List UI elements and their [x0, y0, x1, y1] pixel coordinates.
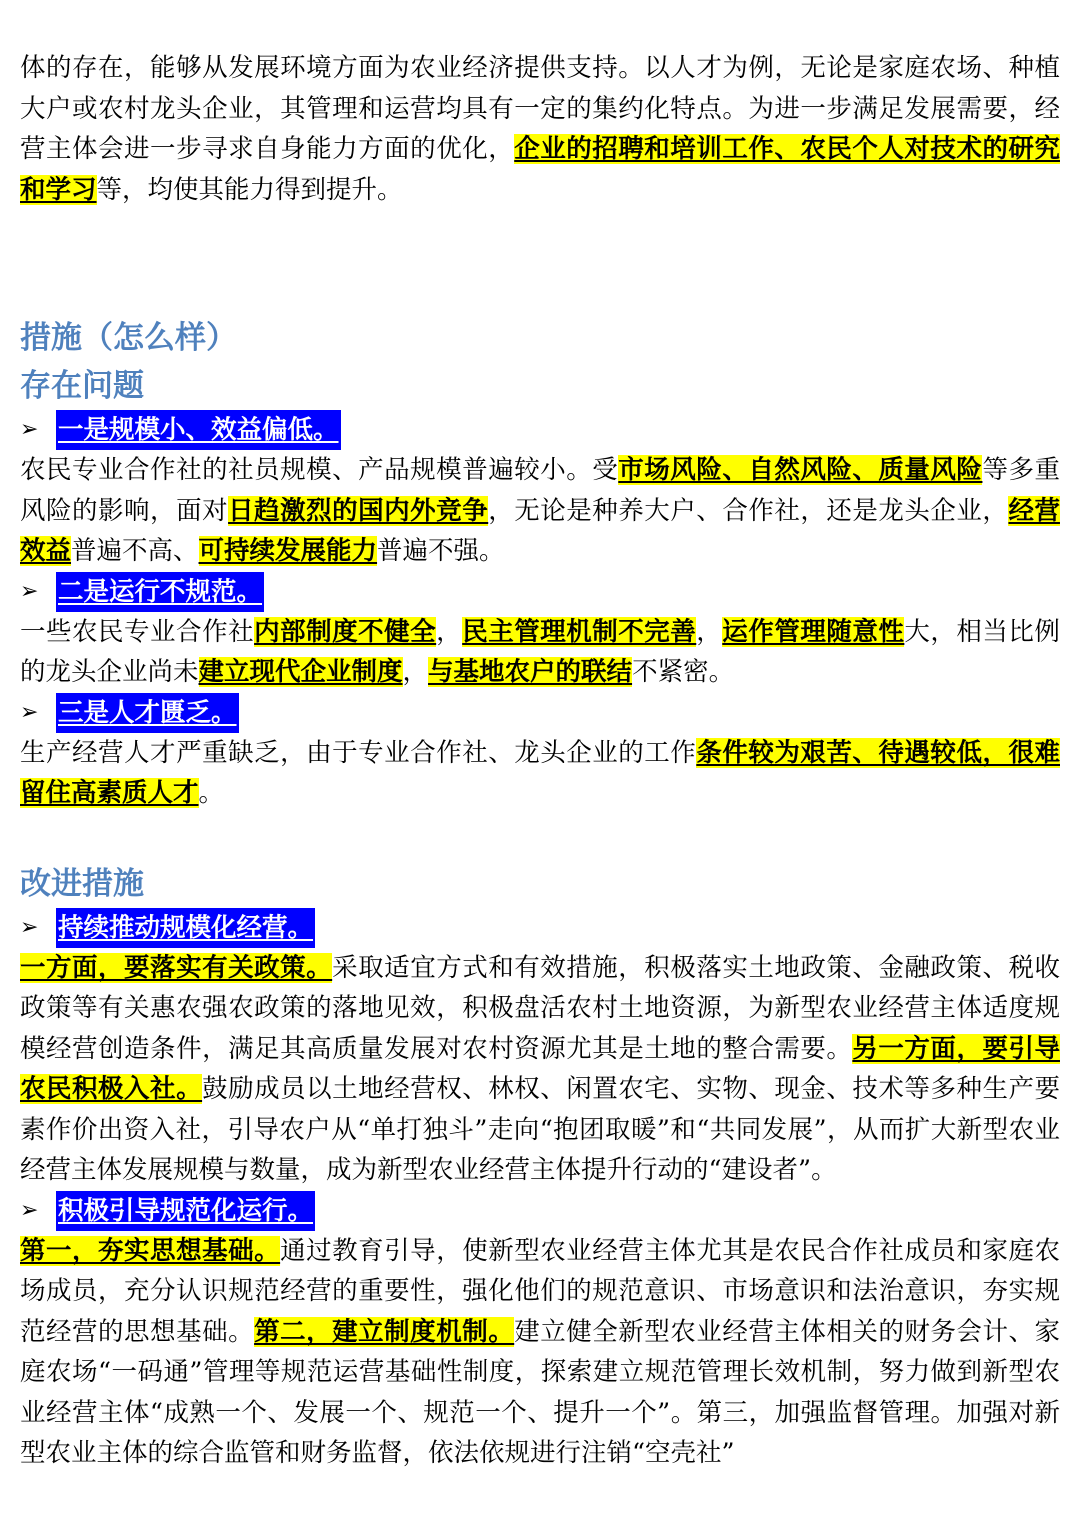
problem-bullet [20, 693, 1060, 733]
body-text: 通过教育引导，使新型农业经营主体尤其是农民合作社成员和家庭农场成员，充分认识规范经营的重要性，强化他们的规范意识、市场意识和法治意识，夯实规范经营的思想基础。 [20, 1235, 1060, 1347]
improvement-title: 积极引导规范化运行。 [56, 1191, 315, 1231]
arrow-bullet-icon: ➢ [20, 914, 39, 940]
body-text: 普遍不高、 [71, 536, 199, 566]
improvement-bullet [20, 908, 1060, 948]
highlight-text: 可持续发展能力 [198, 536, 378, 566]
body-text: 不紧密。 [632, 657, 735, 687]
arrow-bullet-icon: ➢ [20, 699, 39, 725]
body-text: 鼓励成员以土地经营权、林权、闲置农宅、实物、现金、技术等多种生产要素作价出资入社，引导农户从“单打独斗”走向“抱团取暖”和“共同发展”，从而扩大新型农业经营主体发展规模与数量，成为新型农业经营主体提升行动的“建设者”。 [20, 1074, 1060, 1185]
problem-title: 三是人才匮乏。 [56, 693, 239, 733]
intro-text: 等，均使其能力得到提升。 [96, 174, 403, 205]
highlight-text: 内部制度不健全 [254, 616, 437, 647]
body-text: 一些农民专业合作社 [20, 616, 255, 647]
problem-bullet [20, 572, 1060, 612]
improvement-title: 持续推动规模化经营。 [56, 908, 315, 948]
problem-paragraph [20, 733, 1060, 814]
highlight-text: 企业的招聘和培训工作、农民个人对技术的研究和学习 [20, 134, 1060, 205]
body-text: 采取适宜方式和有效措施，积极落实土地政策、金融政策、税收政策等有关惠农强农政策的落地见效，积极盘活农村土地资源，为新型农业经营主体适度规模经营创造条件，满足其高质量发展对农村资源尤其是土地的整合需要。 [20, 952, 1060, 1064]
body-text: ， [436, 616, 463, 647]
highlight-text: 与基地农户的联结 [428, 657, 633, 687]
arrow-bullet-icon: ➢ [20, 417, 39, 442]
body-text: 。 [198, 778, 225, 808]
highlight-text: 另一方面，要引导农民积极入社。 [20, 1033, 1060, 1104]
problem-title: 一是规模小、效益偏低。 [56, 410, 341, 450]
highlight-text: 一方面，要落实有关政策。 [20, 952, 333, 983]
body-text: ， [696, 616, 723, 647]
section-heading-measures: 措施（怎么样） [20, 320, 237, 356]
problem-title: 二是运行不规范。 [56, 572, 264, 612]
body-text: ， [402, 657, 429, 687]
intro-text: 体的存在，能够从发展环境方面为农业经济提供支持。以人才为例，无论是家庭农场、种植大户或农村龙头企业，其管理和运营均具有一定的集约化特点。为进一步满足发展需要，经营主体会进一步寻求自身能力方面的优化， [20, 53, 1060, 164]
problem-paragraph [20, 450, 1060, 572]
highlight-text: 建立现代企业制度 [198, 657, 403, 687]
body-text: ，无论是种养大户、合作社，还是龙头企业， [488, 495, 1009, 526]
highlight-text: 条件较为艰苦、待遇较低，很难留住高素质人才 [20, 737, 1060, 808]
problem-paragraph [20, 612, 1060, 693]
highlight-text: 经营效益 [20, 495, 1060, 566]
highlight-text: 民主管理机制不完善 [462, 616, 697, 647]
intro-paragraph [20, 48, 1060, 210]
highlight-text: 日趋激烈的国内外竞争 [228, 495, 489, 526]
improvement-bullet [20, 1191, 1060, 1231]
body-text: 普遍不强。 [377, 536, 505, 566]
improvement-paragraph [20, 1231, 1060, 1474]
highlight-text: 市场风险、自然风险、质量风险 [618, 455, 983, 485]
section-heading-improvements: 改进措施 [20, 865, 144, 902]
body-text: 大，相当比例的龙头企业尚未 [20, 616, 1060, 687]
body-text: 建立健全新型农业经营主体相关的财务会计、家庭农场“一码通”管理等规范运营基础性制度，探索建立规范管理长效机制，努力做到新型农业经营主体“成熟一个、发展一个、规范一个、提升一个”。第三，加强监督管理。加强对新型农业主体的综合监管和财务监督，依法依规进行注销“空壳社” [20, 1316, 1060, 1468]
improvement-paragraph [20, 948, 1060, 1191]
highlight-text: 运作管理随意性 [722, 616, 905, 647]
arrow-bullet-icon: ➢ [20, 578, 39, 604]
arrow-bullet-icon: ➢ [20, 1197, 39, 1223]
highlight-text: 第二，建立制度机制。 [254, 1316, 515, 1347]
problem-bullet [20, 410, 1060, 450]
body-text: 等多重风险的影响，面对 [20, 455, 1060, 526]
body-text: 生产经营人才严重缺乏，由于专业合作社、龙头企业的工作 [20, 737, 697, 768]
body-text: 农民专业合作社的社员规模、产品规模普遍较小。受 [20, 455, 619, 485]
section-heading-problems: 存在问题 [20, 368, 144, 404]
highlight-text: 第一，夯实思想基础。 [20, 1235, 281, 1266]
